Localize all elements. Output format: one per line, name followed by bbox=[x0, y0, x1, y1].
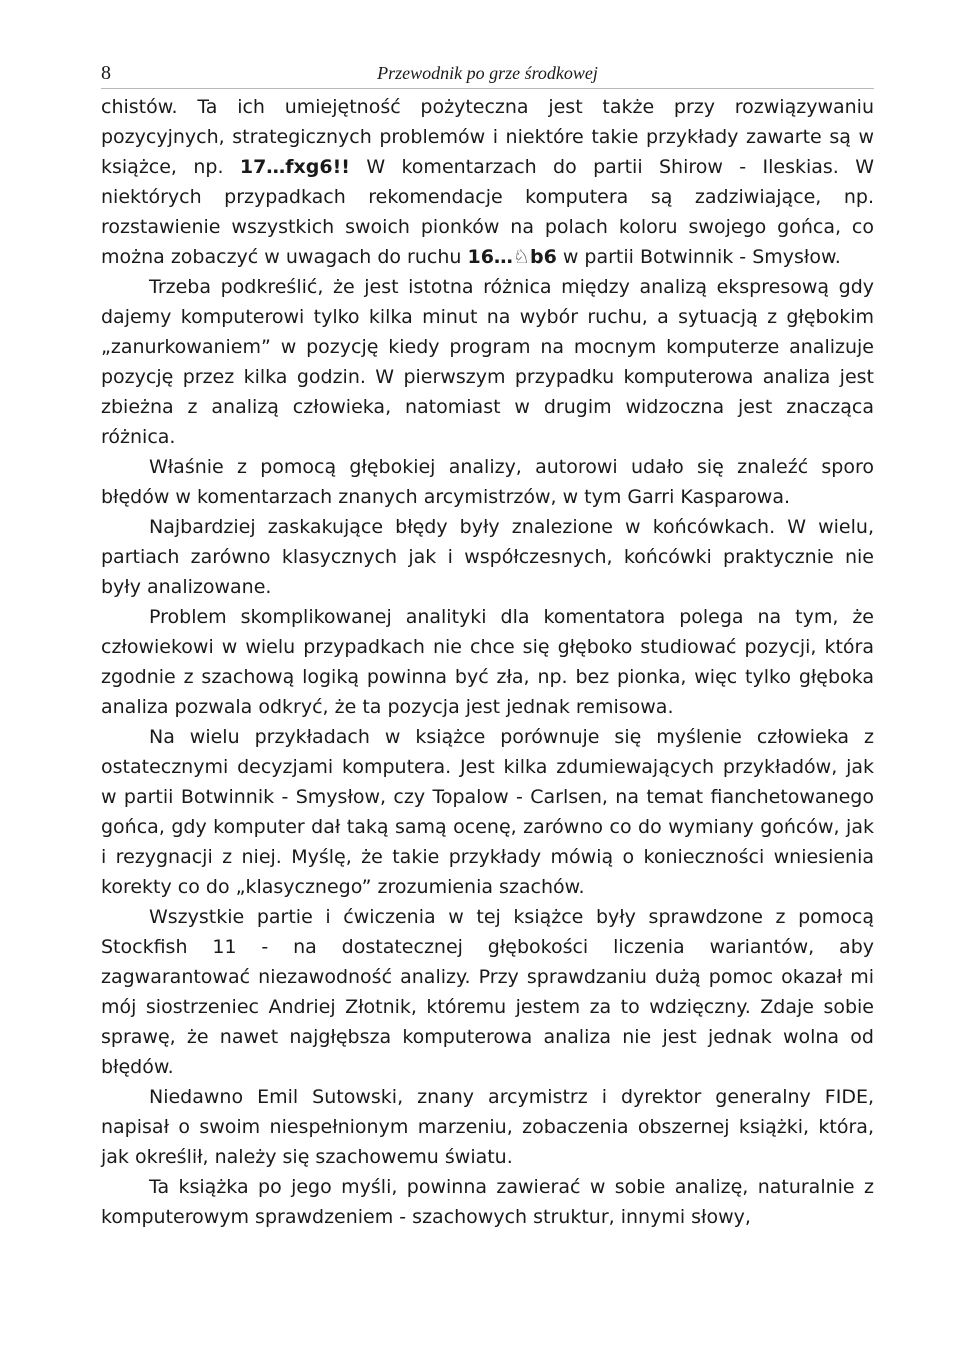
page-number: 8 bbox=[101, 62, 111, 84]
paragraph-1-text-a: chistów. Ta ich umiejętność pożyteczna jest także przy rozwiązywaniu pozycyjnych, strategicznych problemów i niektóre takie przykłady zawarte są w książce, np. bbox=[101, 96, 874, 178]
paragraph-4: Najbardziej zaskakujące błędy były znalezione w końcówkach. W wielu, partiach zarówno klasycznych jak i współczesnych, końcówki praktycznie nie były analizowane. bbox=[101, 516, 874, 598]
chess-move-16-knight-b6 bbox=[467, 246, 556, 268]
move-number: 16… bbox=[467, 246, 513, 268]
knight-icon: ♘ bbox=[512, 246, 530, 268]
paragraph-9: Ta książka po jego myśli, powinna zawierać w sobie analizę, naturalnie z komputerowym sprawdzeniem - szachowych struktur, innymi słowy, bbox=[101, 1176, 874, 1228]
book-page bbox=[101, 60, 874, 1232]
running-header bbox=[101, 60, 874, 89]
paragraph-6: Na wielu przykładach w książce porównuje się myślenie człowieka z ostatecznymi decyzjami komputera. Jest kilka zdumiewających przykładów, jak w partii Botwinnik - Smysłow, czy Topalow - Carlsen, na temat fianchetowanego gońca, gdy komputer dał taką samą ocenę, zarówno co do wymiany gońców, jak i rezygnacji z niej. Myślę, że takie przykłady mówią o konieczności wniesienia korekty co do „klasycznego” zrozumienia szachów. bbox=[101, 726, 874, 898]
paragraph-1-text-b: W komentarzach do partii Shirow - Ileskias. W niektórych przypadkach rekomendacje komputera są zadziwiające, np. rozstawienie wszystkich swoich pionków na polach koloru swojego gońca, co można zobaczyć w uwagach do ruchu bbox=[101, 156, 874, 268]
paragraph-1-text-c: w partii Botwinnik - Smysłow. bbox=[556, 246, 841, 268]
paragraph-5: Problem skomplikowanej analityki dla komentatora polega na tym, że człowiekowi w wielu przypadkach nie chce się głęboko studiować pozycji, która zgodnie z szachową logiką powinna być zła, np. bez pionka, więc tylko głęboka analiza pozwala odkryć, że ta pozycja jest jednak remisowa. bbox=[101, 606, 874, 718]
move-square: b6 bbox=[529, 246, 557, 268]
paragraph-1 bbox=[101, 92, 874, 272]
running-title: Przewodnik po grze środkowej bbox=[377, 63, 598, 83]
chess-move-17-fxg6: 17…fxg6!! bbox=[239, 156, 350, 178]
paragraph-2: Trzeba podkreślić, że jest istotna różnica między analizą ekspresową gdy dajemy komputerowi tylko kilka minut na wybór ruchu, a sytuacją z głębokim „zanurkowaniem” w pozycję kiedy program na mocnym komputerze analizuje pozycję przez kilka godzin. W pierwszym przypadku komputerowa analiza jest zbieżna z analizą człowieka, natomiast w drugim widzoczna jest znacząca różnica. bbox=[101, 276, 874, 448]
paragraph-3: Właśnie z pomocą głębokiej analizy, autorowi udało się znaleźć sporo błędów w komentarzach znanych arcymistrzów, w tym Garri Kasparowa. bbox=[101, 456, 874, 508]
paragraph-7: Wszystkie partie i ćwiczenia w tej książce były sprawdzone z pomocą Stockfish 11 - na dostatecznej głębokości liczenia wariantów, aby zagwarantować niezawodność analizy. Przy sprawdzaniu dużą pomoc okazał mi mój siostrzeniec Andriej Złotnik, któremu jestem za to wdzięczny. Zdaje sobie sprawę, że nawet najgłębsza komputerowa analiza nie jest jednak wolna od błędów. bbox=[101, 906, 874, 1078]
paragraph-8: Niedawno Emil Sutowski, znany arcymistrz i dyrektor generalny FIDE, napisał o swoim niespełnionym marzeniu, zobaczenia obszernej książki, która, jak określił, należy się szachowemu światu. bbox=[101, 1086, 874, 1168]
page-body bbox=[101, 92, 874, 1232]
